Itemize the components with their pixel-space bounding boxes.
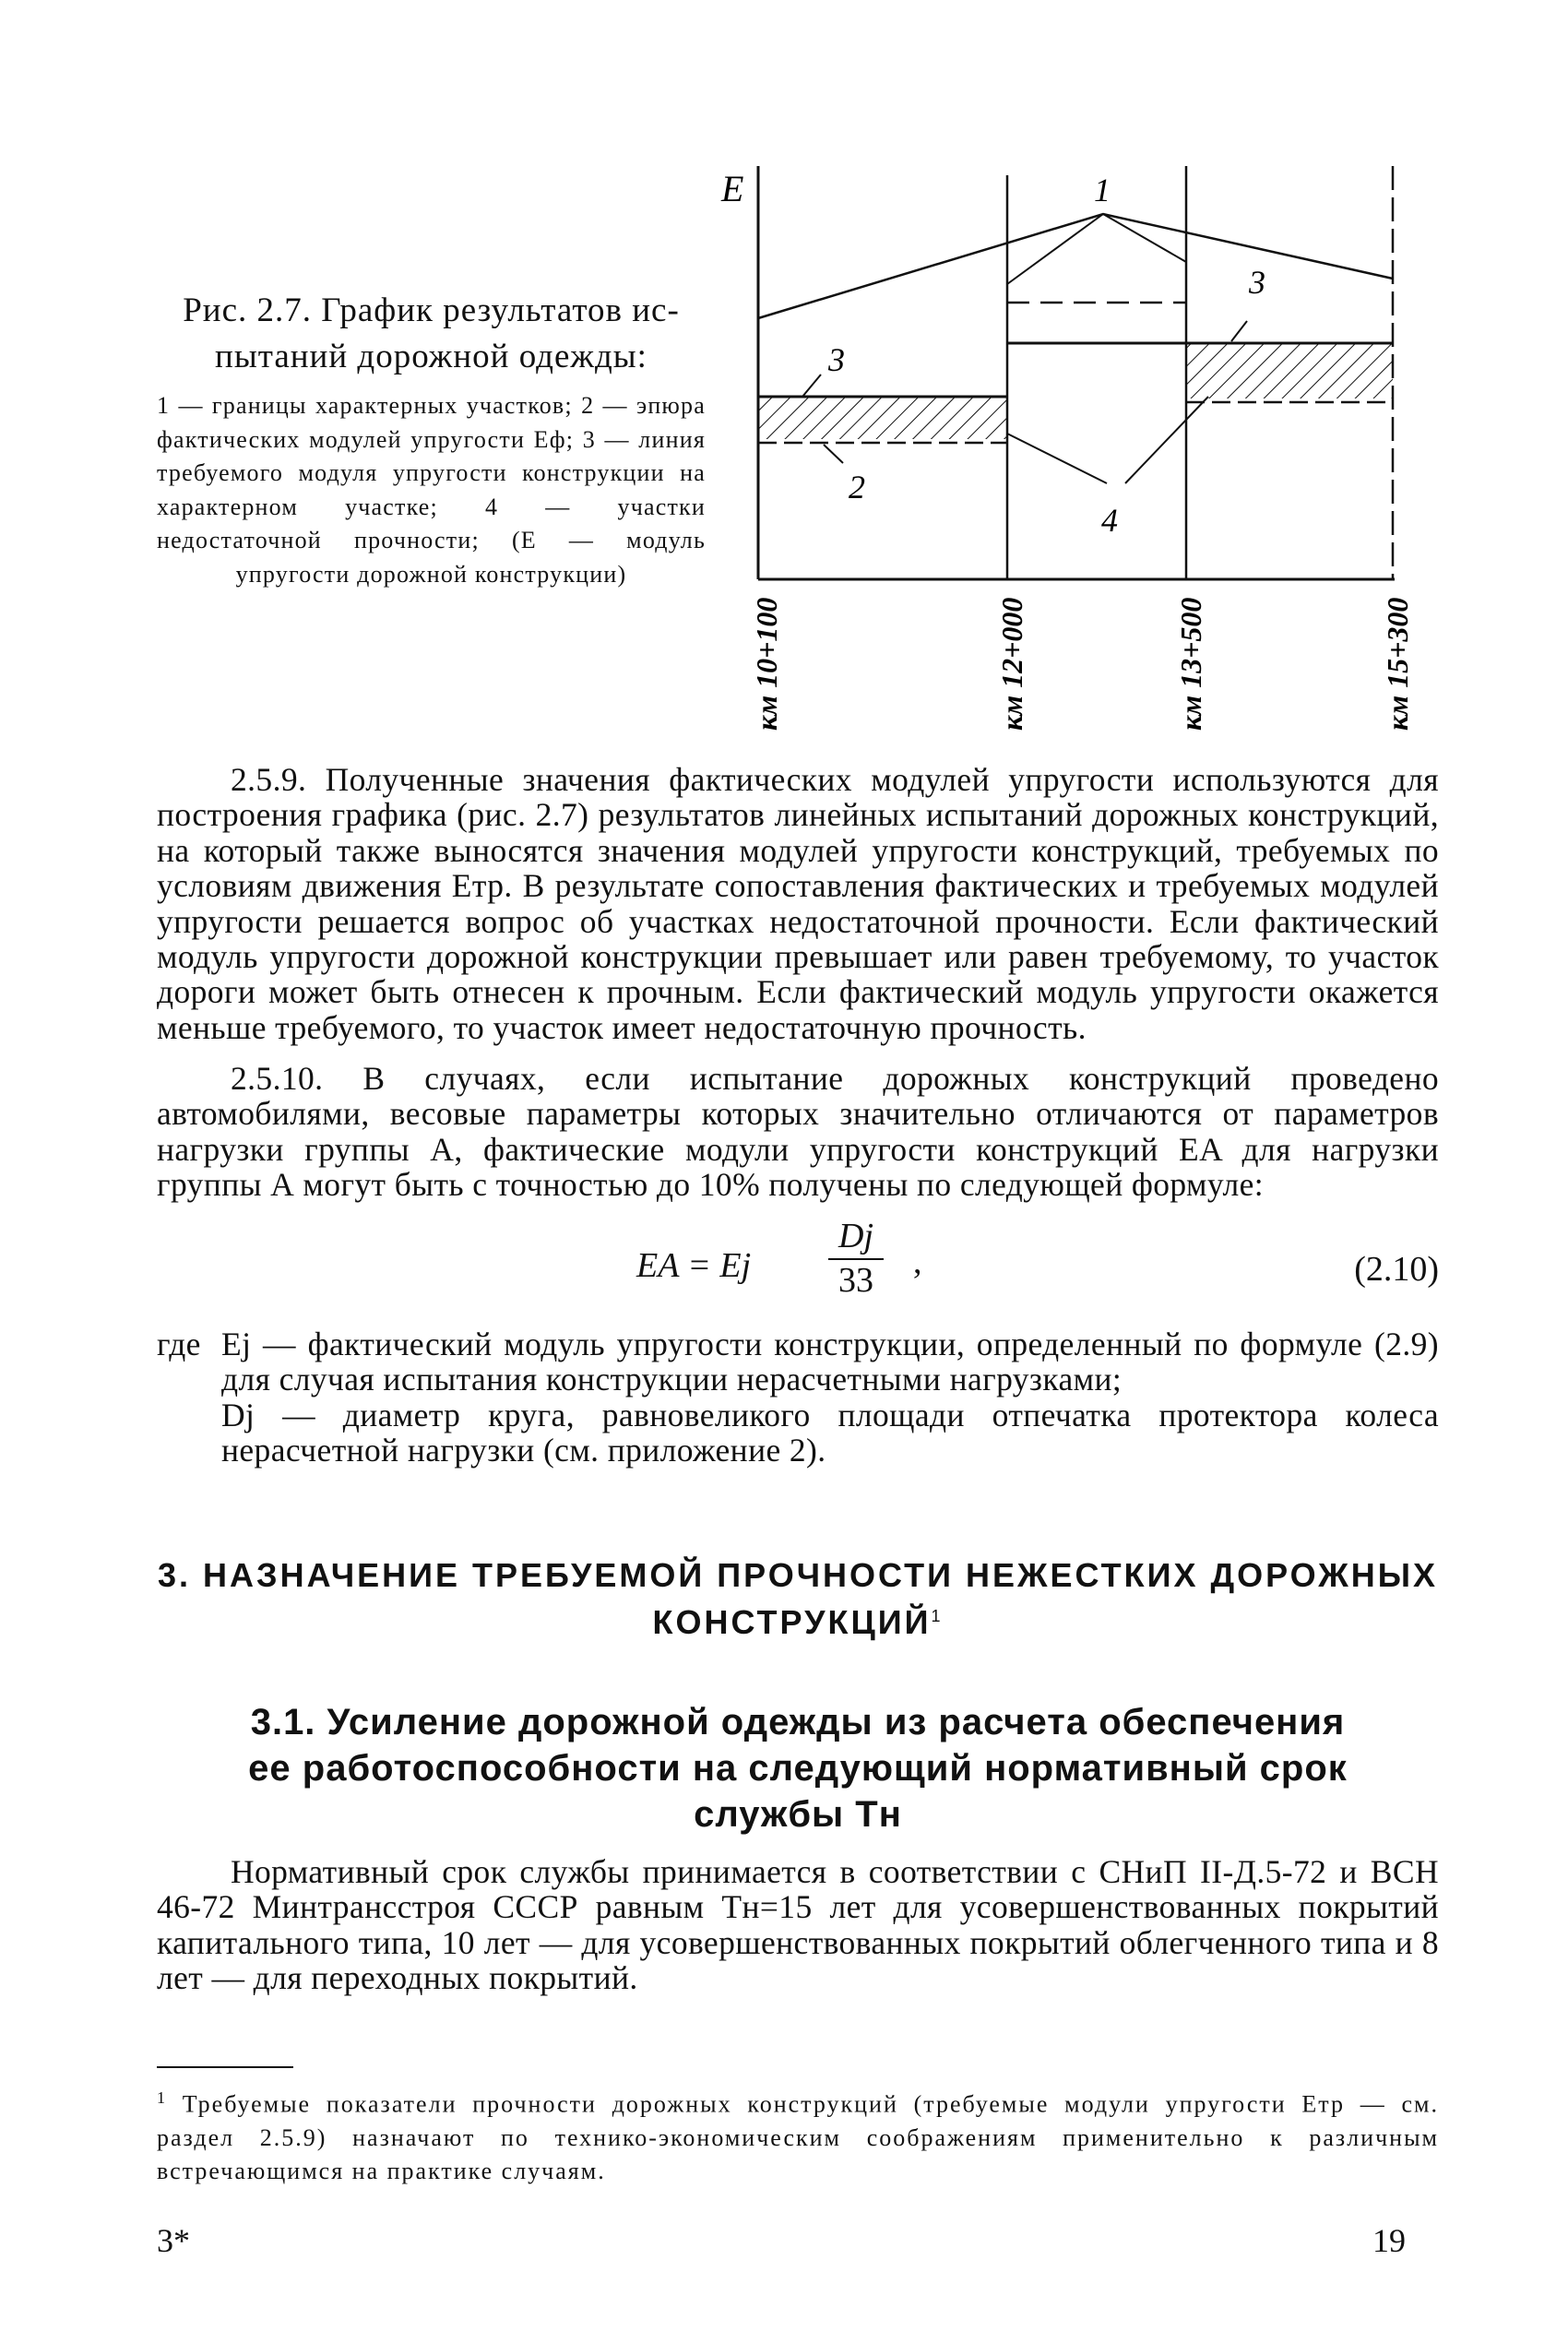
paragraph-3-1 xyxy=(157,1854,1439,1996)
footnote-mark: 1 xyxy=(157,2088,167,2107)
leader-3-left xyxy=(802,375,821,397)
figure-title-line-2: пытаний дорожной одежды: xyxy=(215,338,647,375)
section-heading-line-2: КОНСТРУКЦИЙ xyxy=(652,1603,932,1641)
definition-dj: Dj — диаметр круга, равновеликого площади отпечатка протектора колеса нерасчетной нагрузки (см. приложение 2). xyxy=(221,1396,1439,1469)
formula-number: (2.10) xyxy=(1354,1250,1439,1289)
formula-definitions xyxy=(157,1326,1439,1469)
figure-legend: 1 — границы характерных участков; 2 — эпюра фактических модулей упругости Eф; 3 — линия требуемого модуля упругости конструкции на характерном участке; 4 — участки недостаточной прочности; (E — модуль упругости дорожной конструкции) xyxy=(157,392,706,588)
figure-chart xyxy=(721,166,1430,738)
footnote-divider xyxy=(157,2066,293,2068)
paragraph-2-5-9-text: 2.5.9. Полученные значения фактических модулей упругости используются для построения графика (рис. 2.7) результатов линейных испытаний дорожных конструкций, на который также выносятся значения модулей упругости конструкций, требуемых по условиям движения Eтр. В результате сопоставления фактических и требуемых модулей упругости решается вопрос об участках недостаточной прочности. Если фактический модуль упругости дорожной конструкции превышает или равен требуемому, то участок дороги может быть отнесен к прочным. Если фактический модуль упругости окажется меньше требуемого, то участок имеет недостаточную прочность. xyxy=(157,761,1439,1046)
definition-row-dj xyxy=(157,1397,1439,1469)
section-heading-3 xyxy=(157,1555,1439,1643)
paragraph-2-5-10-text: 2.5.10. В случаях, если испытание дорожных конструкций проведено автомобилями, весовые параметры которых значительно отличаются от параметров нагрузки группы А, фактические модули упругости конструкций EA для нагрузки группы А могут быть с точностью до 10% получены по следующей формуле: xyxy=(157,1060,1439,1204)
x-tick-10100: км 10+100 xyxy=(750,597,783,731)
formula-lhs: EA = Ej xyxy=(636,1246,752,1285)
footnote-text: Требуемые показатели прочности дорожных конструкций (требуемые модули упругости Eтр — см. раздел 2.5.9) назначают по технико-экономическим соображениям применительно к различным встречающимся на практике случаям. xyxy=(157,2090,1439,2184)
section-heading-footnote-mark: 1 xyxy=(931,1607,944,1625)
formula-numerator: Dj xyxy=(838,1217,873,1255)
callout-2: 2 xyxy=(849,469,865,505)
epure-branch-right xyxy=(1103,214,1186,262)
formula-comma: , xyxy=(913,1243,922,1281)
weak-section-left xyxy=(758,397,1007,439)
signature-mark: 3* xyxy=(157,2222,190,2259)
paragraph-2-5-9 xyxy=(157,762,1439,1045)
x-tick-15300: км 15+300 xyxy=(1381,597,1414,731)
callout-1: 1 xyxy=(1094,172,1111,208)
page-number: 19 xyxy=(1372,2222,1406,2259)
x-tick-12000: км 12+000 xyxy=(995,597,1028,731)
figure-caption xyxy=(157,288,706,591)
leader-2 xyxy=(824,445,843,463)
callout-4: 4 xyxy=(1101,502,1118,539)
definition-ej: Ej — фактический модуль упругости конструкции, определенный по формуле (2.9) для случая испытания конструкции нерасчетными нагрузками; xyxy=(221,1326,1439,1398)
where-label: где xyxy=(157,1326,201,1362)
formula-2-10 xyxy=(636,1216,1439,1308)
leader-4-a xyxy=(1007,434,1107,483)
section-heading-line-2-wrap xyxy=(157,1596,1439,1643)
leader-3-right xyxy=(1231,321,1247,341)
subsection-heading-line-2: ее работоспособности на следующий нормативный срок xyxy=(248,1748,1348,1789)
weak-section-right xyxy=(1186,343,1393,398)
subsection-heading-line-1: 3.1. Усиление дорожной одежды из расчета обеспечения xyxy=(250,1702,1346,1742)
paragraph-3-1-text: Нормативный срок службы принимается в соответствии с СНиП II-Д.5-72 и ВСН 46-72 Минтрансстроя СССР равным Tн=15 лет для усовершенствованных покрытий капитального типа, 10 лет — для усовершенствованных покрытий облегченного типа и 8 лет — для переходных покрытий. xyxy=(157,1853,1439,1997)
leader-4-b xyxy=(1125,397,1208,483)
paragraph-2-5-10 xyxy=(157,1061,1439,1203)
chart-svg xyxy=(721,166,1430,738)
y-axis-label: E xyxy=(721,168,744,209)
callout-3-left: 3 xyxy=(828,341,845,378)
callout-3-right: 3 xyxy=(1249,264,1265,301)
formula-fraction xyxy=(828,1216,884,1301)
x-tick-13500: км 13+500 xyxy=(1174,597,1207,731)
definition-row-ej xyxy=(157,1326,1439,1397)
formula-denominator: 33 xyxy=(838,1261,873,1300)
figure-title-line-1: Рис. 2.7. График результатов ис- xyxy=(183,291,680,329)
epure-branch-left xyxy=(1007,214,1103,284)
footnote xyxy=(157,2081,1439,2188)
subsection-heading-3-1 xyxy=(157,1699,1439,1837)
section-heading-line-1: 3. НАЗНАЧЕНИЕ ТРЕБУЕМОЙ ПРОЧНОСТИ НЕЖЕСТКИХ ДОРОЖНЫХ xyxy=(158,1556,1438,1594)
subsection-heading-line-3: службы Tн xyxy=(694,1794,902,1835)
